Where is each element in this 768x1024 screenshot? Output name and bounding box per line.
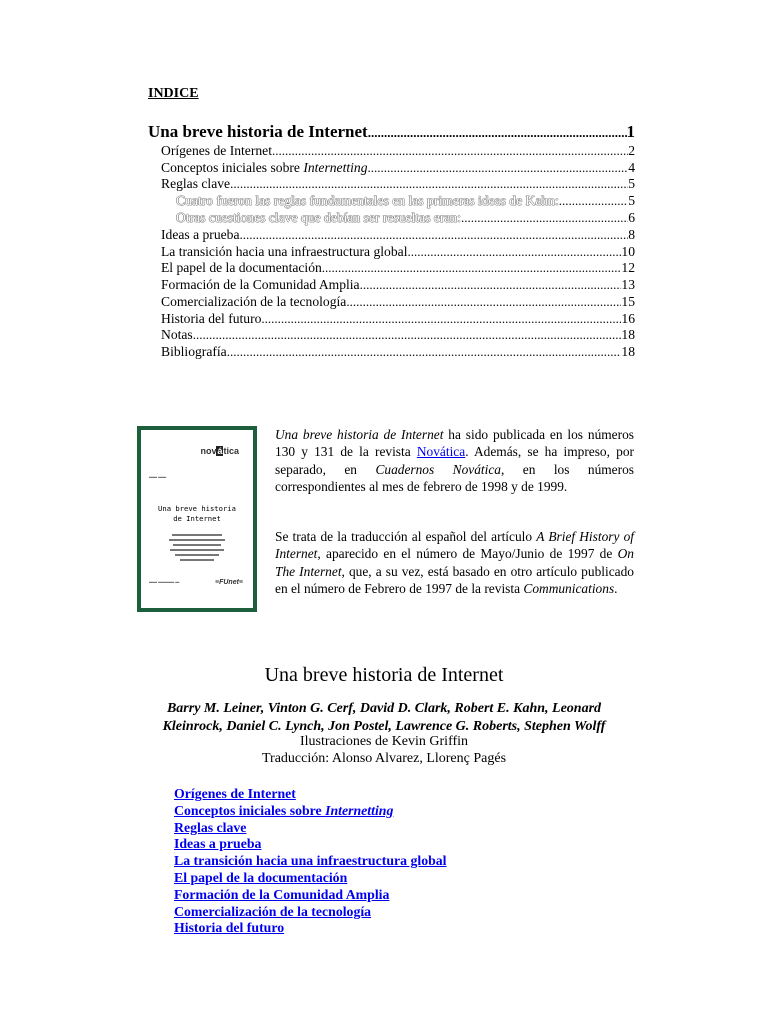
cover-author-text: ▬▬ ▬▬ bbox=[149, 474, 167, 479]
toc-leader bbox=[368, 125, 627, 141]
toc-entry-title-prefix: Conceptos iniciales sobre bbox=[161, 159, 304, 175]
toc-page-number: 16 bbox=[621, 310, 635, 326]
toc-page-number: 5 bbox=[628, 193, 635, 209]
toc-entry[interactable] bbox=[148, 260, 635, 277]
intro-paragraph-2 bbox=[275, 528, 634, 597]
toc-leader bbox=[407, 244, 621, 260]
toc-page-number: 18 bbox=[621, 343, 635, 359]
toc-leader bbox=[193, 327, 622, 343]
intro-text: , que, a su vez, está basado en otro artículo publicado en el número de Febrero de 1997 de la revista bbox=[275, 563, 634, 596]
toc-entry-title: Ideas a prueba bbox=[161, 227, 240, 243]
toc-page-number: 6 bbox=[628, 210, 635, 226]
toc-subentry[interactable] bbox=[148, 210, 635, 227]
toc-page-number: 13 bbox=[621, 277, 635, 293]
toc-entry[interactable] bbox=[148, 277, 635, 294]
toc-entry[interactable] bbox=[148, 344, 635, 361]
intro-text: ha sido publicada en los números 130 y 131 de la revista bbox=[275, 427, 634, 460]
cover-brand-pre: nov bbox=[200, 446, 217, 456]
toc-page-number: 8 bbox=[628, 227, 635, 243]
toc-entry-title: Orígenes de Internet bbox=[161, 143, 272, 158]
article-title: Una breve historia de Internet bbox=[264, 664, 504, 686]
toc-main-entry[interactable] bbox=[148, 122, 635, 143]
toc-leader bbox=[322, 260, 622, 276]
intro-italic: A Brief History of Internet bbox=[275, 529, 635, 562]
toc-leader bbox=[559, 193, 628, 209]
cover-text-line bbox=[170, 549, 223, 551]
authors-line: Barry M. Leiner, Vinton G. Cerf, David D. Clark, Robert E. Kahn, Leonard bbox=[166, 701, 602, 716]
section-link[interactable]: Formación de la Comunidad Amplia bbox=[174, 886, 390, 902]
toc-entry[interactable] bbox=[148, 160, 635, 177]
intro-text: Se trata de la traducción al español del artículo bbox=[275, 529, 537, 544]
toc-leader bbox=[227, 344, 622, 360]
novatica-link[interactable]: Novática bbox=[416, 444, 466, 460]
book-cover-image bbox=[137, 426, 257, 612]
toc-entry-title-italic: Internetting bbox=[303, 159, 368, 175]
toc-page-number: 12 bbox=[621, 260, 635, 276]
toc-leader bbox=[346, 294, 621, 310]
intro-text: , aparecido en el número de Mayo/Junio de 1997 de bbox=[317, 546, 618, 562]
intro-italic: Una breve historia de Internet bbox=[275, 427, 444, 442]
section-link-prefix: Conceptos iniciales sobre bbox=[174, 802, 326, 818]
intro-italic: Communications bbox=[523, 580, 615, 596]
section-link[interactable]: Comercialización de la tecnología bbox=[174, 903, 372, 919]
intro-text: . bbox=[614, 580, 618, 596]
authors-list bbox=[140, 700, 628, 736]
section-link[interactable]: Historia del futuro bbox=[174, 920, 285, 936]
intro-italic: On The Internet bbox=[275, 546, 634, 579]
toc-entry-title: Notas bbox=[161, 327, 193, 343]
intro-paragraph-1 bbox=[275, 426, 634, 495]
cover-text-line bbox=[173, 544, 221, 546]
toc-leader bbox=[461, 210, 628, 226]
toc-entry-title: Formación de la Comunidad Amplia bbox=[161, 277, 360, 293]
toc-page-number: 15 bbox=[621, 293, 635, 309]
cover-brand-post: tica bbox=[223, 446, 239, 456]
section-link[interactable]: La transición hacia una infraestructura global bbox=[174, 853, 447, 869]
toc-page-number: 5 bbox=[628, 176, 635, 192]
toc-entry-title: Reglas clave bbox=[161, 176, 231, 192]
section-link[interactable]: El papel de la documentación bbox=[174, 869, 348, 885]
toc-entry[interactable] bbox=[148, 227, 635, 244]
cover-text-block bbox=[169, 534, 225, 564]
toc-entry-title: Una breve historia de Internet bbox=[148, 122, 368, 141]
cover-text-line bbox=[180, 559, 214, 561]
toc-entry-title bbox=[161, 160, 368, 176]
toc-entry-title: Otras cuestiones clave que debían ser resueltas eran: bbox=[176, 210, 461, 226]
toc-subentry[interactable] bbox=[148, 193, 635, 210]
section-link[interactable]: Orígenes de Internet bbox=[174, 786, 296, 801]
toc-page-number: 4 bbox=[628, 159, 635, 175]
toc-entry[interactable] bbox=[148, 244, 635, 261]
cover-text-line bbox=[169, 539, 225, 541]
intro-text: . Además, se ha impreso, por separado, en bbox=[275, 444, 634, 477]
translation-credit: Traducción: Alonso Alvarez, Llorenç Pagés bbox=[261, 751, 507, 766]
cover-title-line: Una breve historia bbox=[158, 504, 236, 513]
toc-entry-title: Cuatro fueron las reglas fundamentales en las primeras ideas de Kahn: bbox=[176, 193, 559, 209]
toc-leader bbox=[272, 143, 628, 159]
toc-page-number: 1 bbox=[626, 122, 635, 141]
section-link[interactable]: Ideas a prueba bbox=[174, 836, 262, 852]
section-link[interactable]: Reglas clave bbox=[174, 819, 247, 835]
cover-text-line bbox=[172, 534, 222, 536]
toc-entry-title: El papel de la documentación bbox=[161, 260, 322, 276]
section-links bbox=[174, 786, 447, 937]
table-of-contents bbox=[148, 122, 635, 361]
section-link-italic: Internetting bbox=[325, 802, 394, 818]
toc-leader bbox=[360, 277, 622, 293]
section-link[interactable] bbox=[174, 803, 447, 820]
cover-title-line: de Internet bbox=[173, 514, 221, 523]
toc-entry-title: Bibliografía bbox=[161, 343, 227, 359]
intro-italic: Cuadernos Novática bbox=[375, 461, 501, 477]
funet-logo: ≡FUnet≡ bbox=[215, 579, 243, 586]
novatica-logo bbox=[200, 446, 239, 456]
illustrations-credit: Ilustraciones de Kevin Griffin bbox=[299, 734, 469, 749]
index-heading: INDICE bbox=[148, 86, 199, 101]
cover-title bbox=[141, 504, 253, 524]
toc-entry[interactable] bbox=[148, 311, 635, 328]
toc-entry[interactable] bbox=[148, 327, 635, 344]
toc-entry-title: Comercialización de la tecnología bbox=[161, 293, 347, 309]
toc-leader bbox=[230, 176, 628, 192]
toc-leader bbox=[261, 311, 621, 327]
book-cover-page bbox=[141, 430, 253, 608]
intro-text: , en los números correspondientes al mes de febrero de 1998 y de 1999. bbox=[275, 461, 634, 494]
toc-entry-title: La transición hacia una infraestructura global bbox=[161, 243, 408, 259]
toc-entry-title: Historia del futuro bbox=[161, 310, 262, 326]
toc-entry[interactable] bbox=[148, 294, 635, 311]
cover-text-line bbox=[175, 554, 220, 556]
toc-page-number: 2 bbox=[628, 143, 635, 158]
cover-brand-box: á bbox=[217, 446, 223, 456]
authors-line: Kleinrock, Daniel C. Lynch, Jon Postel, Lawrence G. Roberts, Stephen Wolff bbox=[162, 719, 606, 734]
toc-page-number: 10 bbox=[621, 243, 635, 259]
toc-page-number: 18 bbox=[621, 327, 635, 343]
toc-entry[interactable] bbox=[148, 143, 635, 160]
toc-entry[interactable] bbox=[148, 176, 635, 193]
cover-footer-text: ▬▬ ▬▬▬▬ ▬ bbox=[149, 579, 180, 584]
toc-leader bbox=[240, 227, 629, 243]
toc-leader bbox=[368, 160, 629, 176]
